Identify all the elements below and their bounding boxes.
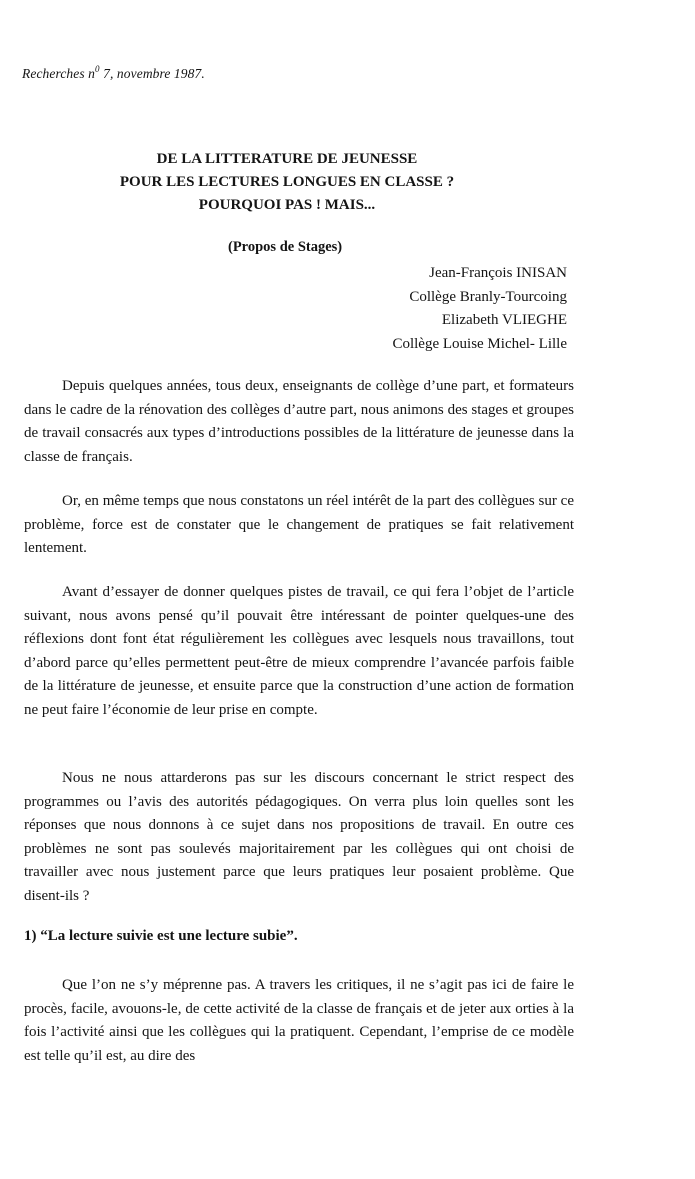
paragraph-5: Que l’on ne s’y méprenne pas. A travers les critiques, il ne s’agit pas ici de faire le procès, facile, avouons-le, de cette activité de la classe de français et de jeter aux orties à la fois l’activité ainsi que les collègues qui la pratiquent. Cependant, l’emprise de ce modèle est telle qu’il est, au dire des xyxy=(24,977,574,1064)
author-affiliation-2: Collège Louise Michel- Lille xyxy=(392,335,567,352)
author-name-2: Elizabeth VLIEGHE xyxy=(441,312,567,328)
article-title xyxy=(0,148,574,217)
journal-suffix: 7, novembre 1987. xyxy=(99,66,205,81)
title-line-3: POURQUOI PAS ! MAIS... xyxy=(198,197,376,213)
paragraph-1: Depuis quelques années, tous deux, enseignants de collège d’une part, et formateurs dans le cadre de la rénovation des collèges d’autre part, nous animons des stages et groupes de travail consacrés aux types d’introductions possibles de la littérature de jeunesse dans la classe de français. xyxy=(24,378,574,465)
title-line-2: POUR LES LECTURES LONGUES EN CLASSE ? xyxy=(119,174,455,190)
author-affiliation-1: Collège Branly-Tourcoing xyxy=(409,288,567,305)
author-block xyxy=(392,262,567,356)
journal-reference xyxy=(22,64,205,82)
journal-superscript: 0 xyxy=(95,64,100,74)
journal-prefix: Recherches n xyxy=(22,66,96,81)
section-heading-1: 1) “La lecture suivie est une lecture subie”. xyxy=(24,928,298,944)
paragraph-2: Or, en même temps que nous constatons un réel intérêt de la part des collègues sur ce problème, force est de constater que le changement de pratiques se fait relativement lentement. xyxy=(24,493,574,556)
paragraph-3: Avant d’essayer de donner quelques pistes de travail, ce qui fera l’objet de l’article suivant, nous avons pensé qu’il pouvait être intéressant de pointer quelques-une des réflexions dont font état régulièrement les collègues avec lesquels nous travaillons, tout d’abord parce qu’elles permettent peut-être de mieux comprendre l’avancée parfois faible de la littérature de jeunesse, et ensuite parce que la construction d’une action de formation ne peut faire l’économie de leur prise en compte. xyxy=(24,584,574,718)
article-subtitle: (Propos de Stages) xyxy=(228,239,343,255)
author-name-1: Jean-François INISAN xyxy=(429,265,567,281)
title-line-1: DE LA LITTERATURE DE JEUNESSE xyxy=(156,151,418,167)
paragraph-4: Nous ne nous attarderons pas sur les discours concernant le strict respect des programmes ou l’avis des autorités pédagogiques. On verra plus loin quelles sont les réponses que nous donnons à ce sujet dans nos propositions de travail. En outre ces problèmes ne sont pas soulevés majoritairement par les collègues qui ont choisi de travailler avec nous justement parce que leurs pratiques leur posaient problème. Que disent-ils ? xyxy=(24,770,574,904)
